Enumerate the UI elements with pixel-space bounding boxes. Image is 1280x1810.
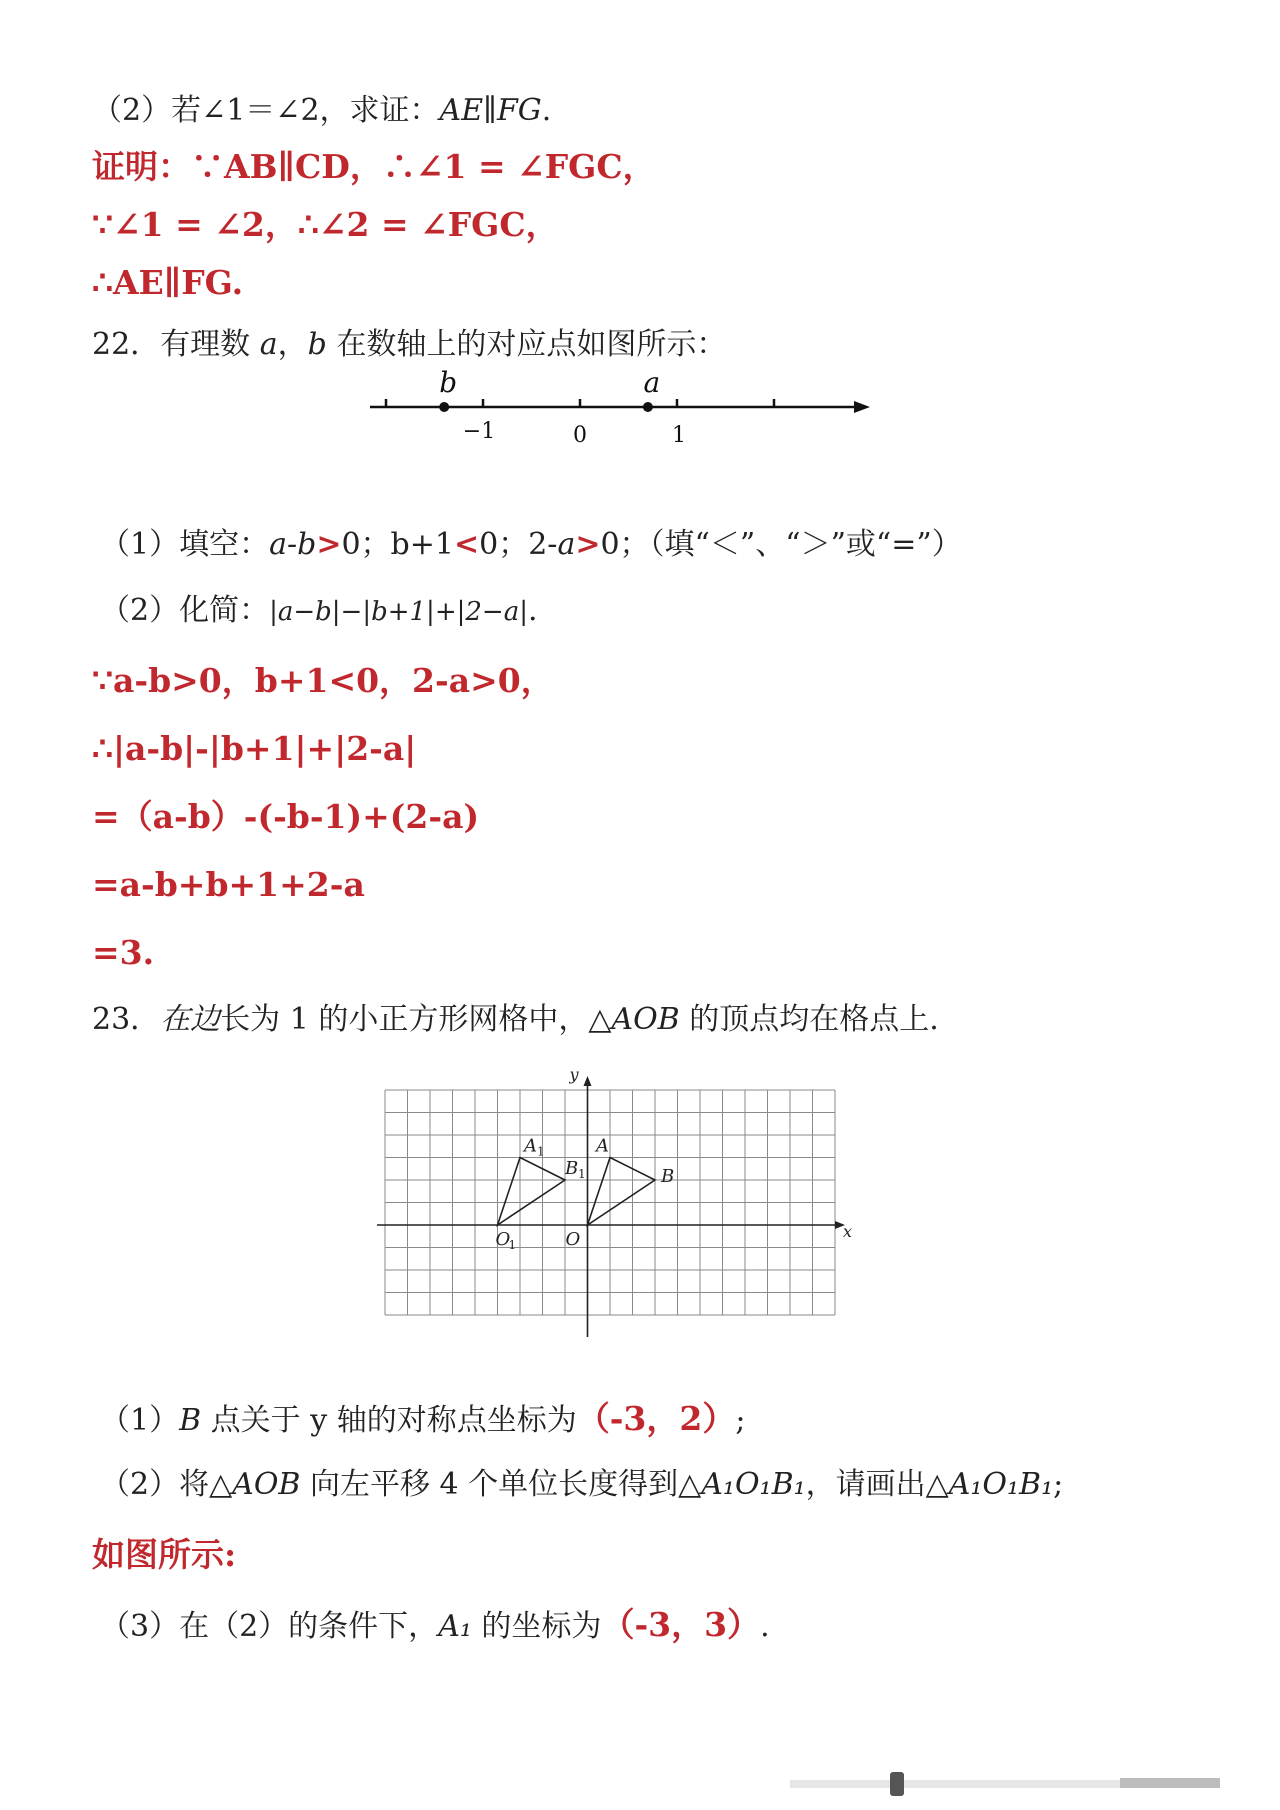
q22-part2: （2）化简：|a−b|−|b+1|+|2−a|. bbox=[100, 593, 538, 628]
q21-proof-line2: ∵∠1 = ∠2，∴∠2 = ∠FGC， bbox=[92, 205, 559, 244]
q23-part3: （3）在（2）的条件下，A₁ 的坐标为（-3，3）. bbox=[100, 1605, 770, 1644]
point-label-o: O bbox=[565, 1229, 581, 1250]
q21-proof-line3: ∴AE∥FG. bbox=[92, 263, 244, 302]
tick-label-0: 0 bbox=[573, 423, 587, 448]
point-label-b1: B bbox=[565, 1158, 579, 1179]
q21-proof-line1: 证明：∵AB∥CD，∴∠1 = ∠FGC， bbox=[92, 147, 656, 186]
q22-sol-line2: ∴|a-b|-|b+1|+|2-a| bbox=[92, 729, 417, 768]
x-axis-label: x bbox=[843, 1222, 853, 1241]
point-label-a1-sub: 1 bbox=[537, 1144, 545, 1159]
number-line-arrow bbox=[854, 401, 870, 413]
y-axis-label: y bbox=[569, 1070, 579, 1084]
grid-lines bbox=[385, 1090, 835, 1315]
q23-answer-figure: 如图所示: bbox=[92, 1535, 237, 1574]
triangle-a1o1b1 bbox=[498, 1158, 566, 1226]
q22-sol-line3: =（a-b）-(-b-1)+(2-a) bbox=[92, 797, 480, 836]
q21-part2-statement: AE∥FG bbox=[439, 93, 542, 128]
point-label-o1-sub: 1 bbox=[508, 1238, 517, 1252]
y-axis-arrow bbox=[584, 1076, 592, 1086]
q23-part1: （1）B 点关于 y 轴的对称点坐标为（-3，2）; bbox=[100, 1399, 746, 1438]
point-label-a: A bbox=[596, 1135, 609, 1157]
triangle-aob bbox=[588, 1158, 656, 1226]
q23-stem: 23．在边长为 1 的小正方形网格中，△AOB 的顶点均在格点上. bbox=[92, 1002, 939, 1037]
q22-sol-line1: ∵a-b>0，b+1<0，2-a>0， bbox=[92, 661, 554, 700]
q22-part1: （1）填空：a-b>0；b+1<0；2-a>0；（填“＜”、“＞”或“=”） bbox=[100, 527, 962, 562]
abs-expression: |a−b|−|b+1|+|2−a| bbox=[269, 597, 528, 627]
q22-sol-line5: =3. bbox=[92, 933, 155, 972]
tick-label-neg1: −1 bbox=[462, 419, 496, 444]
q23-answer-1: （-3，2） bbox=[576, 1399, 736, 1438]
point-label-o1: O bbox=[495, 1229, 511, 1250]
point-label-b: B bbox=[661, 1166, 675, 1187]
q22-stem: 22．有理数 a，b 在数轴上的对应点如图所示： bbox=[92, 327, 727, 362]
number-line-point-b bbox=[439, 402, 449, 412]
q23-answer-3: （-3，3） bbox=[601, 1605, 761, 1644]
number-line-figure bbox=[360, 370, 880, 460]
tick-label-1: 1 bbox=[672, 423, 686, 448]
coordinate-grid-figure bbox=[375, 1070, 870, 1390]
answer-blank-2: < bbox=[453, 527, 480, 562]
scroll-indicator bbox=[790, 1770, 1250, 1796]
answer-blank-3: > bbox=[575, 527, 601, 562]
q21-part2: （2）若∠1＝∠2，求证：AE∥FG. bbox=[92, 93, 552, 128]
number-line-label-a: a bbox=[643, 370, 661, 399]
q22-sol-line4: =a-b+b+1+2-a bbox=[92, 865, 365, 904]
answer-blank-1: > bbox=[316, 527, 342, 562]
point-label-b1-sub: 1 bbox=[578, 1167, 586, 1181]
number-line-label-b: b bbox=[439, 370, 458, 399]
point-label-a1: A bbox=[524, 1135, 537, 1157]
q23-part2: （2）将△AOB 向左平移 4 个单位长度得到△A₁O₁B₁，请画出△A₁O₁B₁; bbox=[100, 1467, 1064, 1502]
number-line-point-a bbox=[643, 402, 653, 412]
